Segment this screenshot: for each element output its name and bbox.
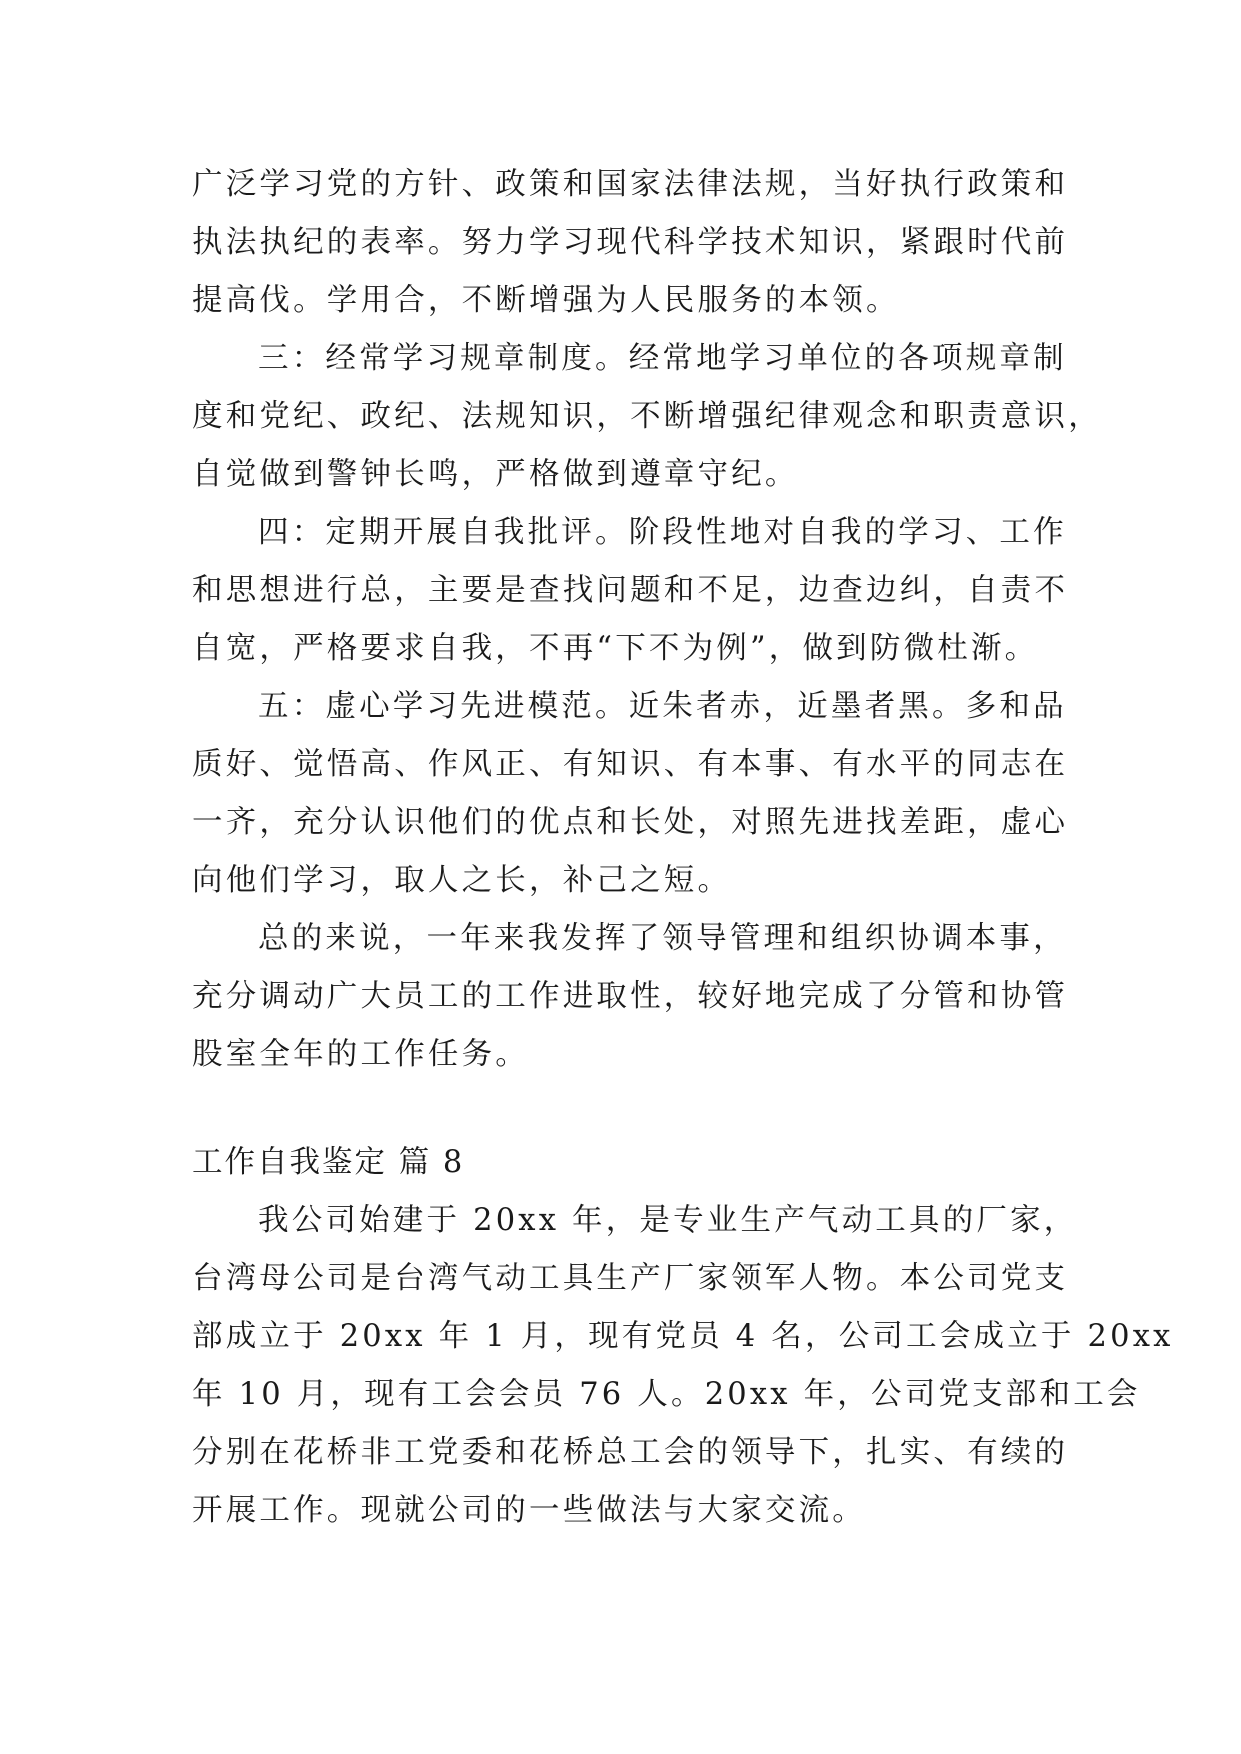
paragraph-line: 分别在花桥非工党委和花桥总工会的领导下，扎实、有续的 xyxy=(192,1435,1069,1470)
paragraph-line: 一齐，充分认识他们的优点和长处，对照先进找差距，虚心 xyxy=(192,805,1069,840)
paragraph-line: 股室全年的工作任务。 xyxy=(192,1037,529,1072)
paragraph-line: 年 10 月，现有工会会员 76 人。20xx 年，公司党支部和工会 xyxy=(192,1377,1141,1412)
paragraph-line: 提高伐。学用合，不断增强为人民服务的本领。 xyxy=(192,283,900,318)
paragraph-line: 充分调动广大员工的工作进取性，较好地完成了分管和协管 xyxy=(192,979,1069,1014)
paragraph-line: 五：虚心学习先进模范。近朱者赤，近墨者黑。多和品 xyxy=(258,689,1067,724)
paragraph-line: 向他们学习，取人之长，补己之短。 xyxy=(192,863,732,898)
paragraph-line: 自觉做到警钟长鸣，严格做到遵章守纪。 xyxy=(192,457,799,492)
paragraph-line: 三：经常学习规章制度。经常地学习单位的各项规章制 xyxy=(258,341,1067,376)
paragraph-line: 部成立于 20xx 年 1 月，现有党员 4 名，公司工会成立于 20xx xyxy=(192,1319,1174,1354)
section-1-body xyxy=(192,156,1102,1084)
paragraph-line: 台湾母公司是台湾气动工具生产厂家领军人物。本公司党支 xyxy=(192,1261,1069,1296)
paragraph-line: 质好、觉悟高、作风正、有知识、有本事、有水平的同志在 xyxy=(192,747,1069,782)
paragraph-line: 我公司始建于 20xx 年，是专业生产气动工具的厂家， xyxy=(258,1203,1078,1238)
paragraph-line: 和思想进行总，主要是查找问题和不足，边查边纠，自责不 xyxy=(192,573,1069,608)
paragraph-line: 执法执纪的表率。努力学习现代科学技术知识，紧跟时代前 xyxy=(192,225,1069,260)
paragraph-line: 开展工作。现就公司的一些做法与大家交流。 xyxy=(192,1493,866,1528)
paragraph-line: 总的来说，一年来我发挥了领导管理和组织协调本事， xyxy=(258,921,1067,956)
paragraph-line: 度和党纪、政纪、法规知识，不断增强纪律观念和职责意识， xyxy=(192,399,1102,434)
paragraph-line: 自宽，严格要求自我，不再“下不为例”，做到防微杜渐。 xyxy=(192,631,1039,666)
section-heading: 工作自我鉴定 篇 8 xyxy=(192,1145,465,1180)
paragraph-line: 广泛学习党的方针、政策和国家法律法规，当好执行政策和 xyxy=(192,167,1069,202)
paragraph-line: 四：定期开展自我批评。阶段性地对自我的学习、工作 xyxy=(258,515,1067,550)
section-2 xyxy=(192,1134,1174,1540)
